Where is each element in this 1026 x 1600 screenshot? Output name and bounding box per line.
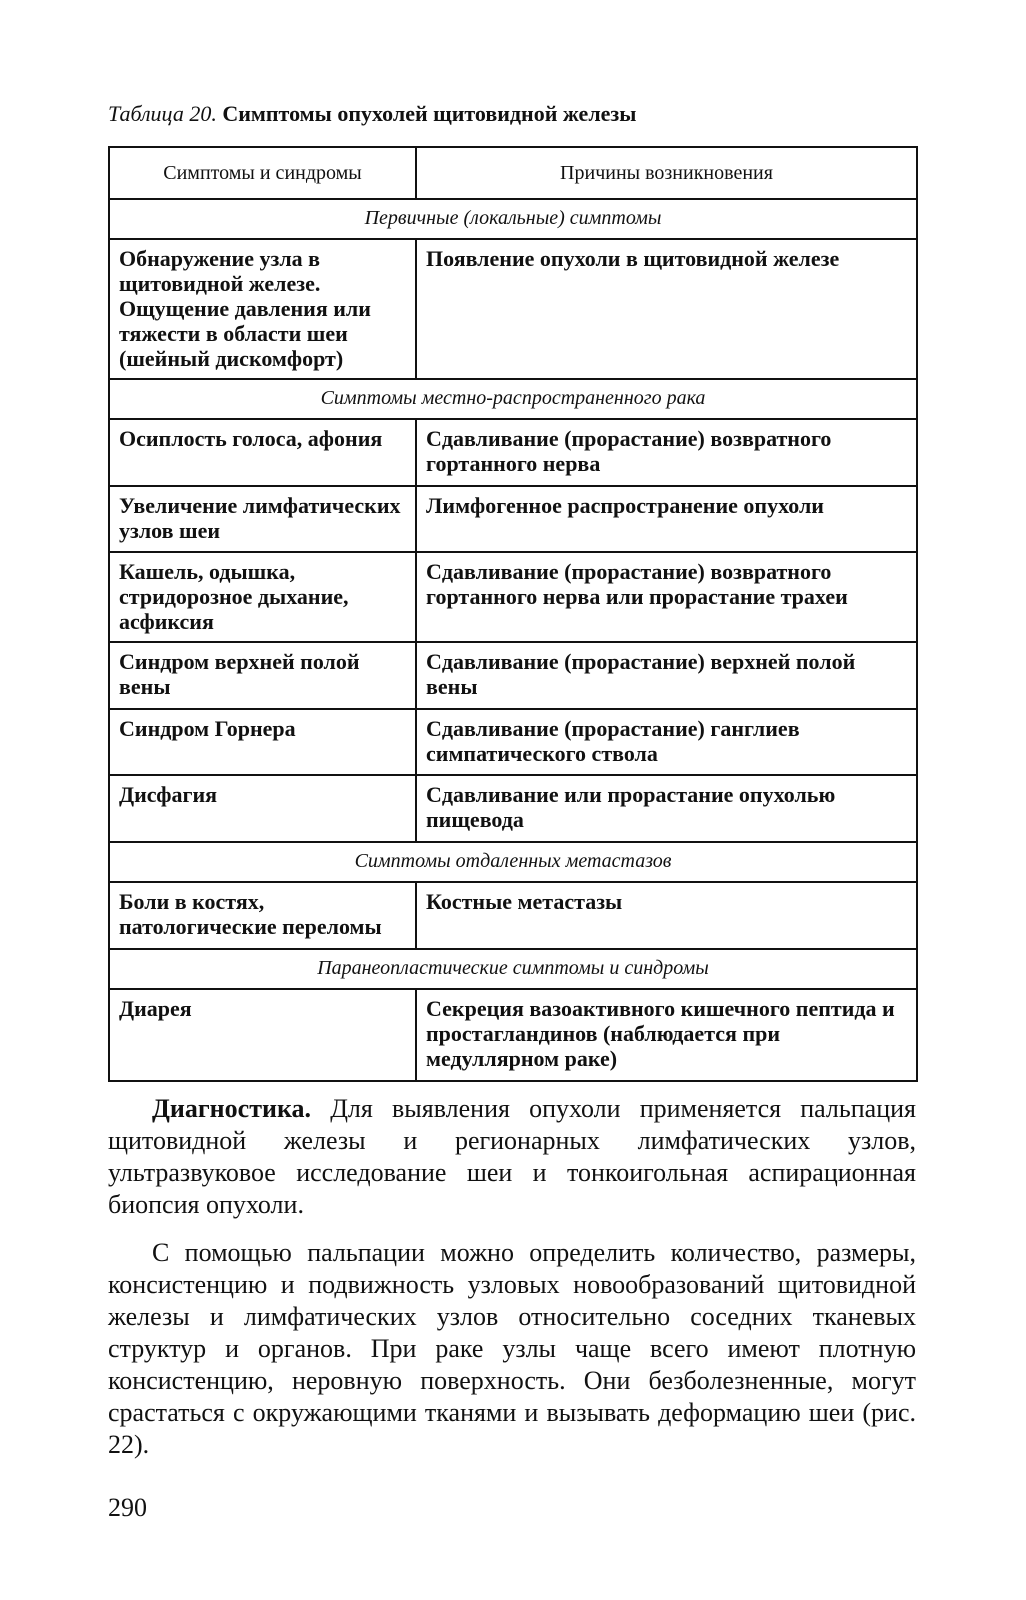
- symptom-cell: Боли в костях, патологические переломы: [109, 882, 416, 949]
- table-row: [109, 642, 917, 709]
- section-header-distant-metastases: [109, 842, 917, 882]
- section-title: Первичные (локальные) симптомы: [109, 199, 917, 239]
- section-header-paraneoplastic: [109, 949, 917, 989]
- table-label: Таблица 20.: [108, 101, 217, 126]
- cause-cell: Сдавливание (прорастание) возвратного гортанного нерва или прорастание трахеи: [416, 552, 917, 642]
- table-row: [109, 882, 917, 949]
- cause-cell: Появление опухоли в щитовидной железе: [416, 239, 917, 379]
- paragraph-lead: Диагностика.: [152, 1094, 312, 1123]
- section-title: Паранеопластические симптомы и синдромы: [109, 949, 917, 989]
- table-row: [109, 419, 917, 486]
- page-number: 290: [108, 1493, 147, 1522]
- paragraph-diagnostics: [108, 1093, 916, 1221]
- table-row: [109, 552, 917, 642]
- symptom-cell: Осиплость голоса, афония: [109, 419, 416, 486]
- table-row: [109, 775, 917, 842]
- section-header-local-advanced: [109, 379, 917, 419]
- cause-cell: Сдавливание (прорастание) верхней полой вены: [416, 642, 917, 709]
- symptom-cell: Увеличение лимфатических узлов шеи: [109, 486, 416, 552]
- table-row: [109, 486, 917, 552]
- table-row: [109, 989, 917, 1081]
- section-header-primary: [109, 199, 917, 239]
- table-row: [109, 239, 917, 379]
- cause-cell: Сдавливание (прорастание) ганглиев симпатического ствола: [416, 709, 917, 775]
- symptom-cell: Синдром Горнера: [109, 709, 416, 775]
- symptom-cell: Синдром верхней полой вены: [109, 642, 416, 709]
- table-row: [109, 709, 917, 775]
- symptom-cell: Кашель, одышка, стридорозное дыхание, асфиксия: [109, 552, 416, 642]
- symptom-cell: Обнаружение узла в щитовидной железе. Ощущение давления или тяжести в области шеи (шейный дискомфорт): [109, 239, 416, 379]
- table-title: Симптомы опухолей щитовидной железы: [222, 101, 637, 126]
- table-caption: [108, 100, 898, 128]
- cause-cell: Сдавливание (прорастание) возвратного гортанного нерва: [416, 419, 917, 486]
- symptom-cell: Дисфагия: [109, 775, 416, 842]
- cause-cell: Секреция вазоактивного кишечного пептида и простагландинов (наблюдается при медуллярном раке): [416, 989, 917, 1081]
- symptom-cell: Диарея: [109, 989, 416, 1081]
- column-header-symptoms: Симптомы и синдромы: [109, 147, 416, 199]
- section-title: Симптомы местно-распространенного рака: [109, 379, 917, 419]
- paragraph-palpation: С помощью пальпации можно определить количество, размеры, консистенцию и подвижность узловых новообразований щитовидной железы и лимфатических узлов относительно соседних тканевых структур и органов. При раке узлы чаще всего имеют плотную консистенцию, неровную поверхность. Они безболезненные, могут срастаться с окружающими тканями и вызывать деформацию шеи (рис. 22).: [108, 1238, 916, 1459]
- column-header-causes: Причины возникновения: [416, 147, 917, 199]
- cause-cell: Сдавливание или прорастание опухолью пищевода: [416, 775, 917, 842]
- symptoms-table: [108, 146, 918, 1082]
- table-header-row: [109, 147, 917, 199]
- paragraph-text: Для выявления опухоли применяется пальпация щитовидной железы и регионарных лимфатических узлов, ультразвуковое исследование шеи и тонкоигольная аспирационная биопсия опухоли.: [108, 1094, 916, 1219]
- body-text: [108, 1093, 916, 1477]
- cause-cell: Костные метастазы: [416, 882, 917, 949]
- cause-cell: Лимфогенное распространение опухоли: [416, 486, 917, 552]
- section-title: Симптомы отдаленных метастазов: [109, 842, 917, 882]
